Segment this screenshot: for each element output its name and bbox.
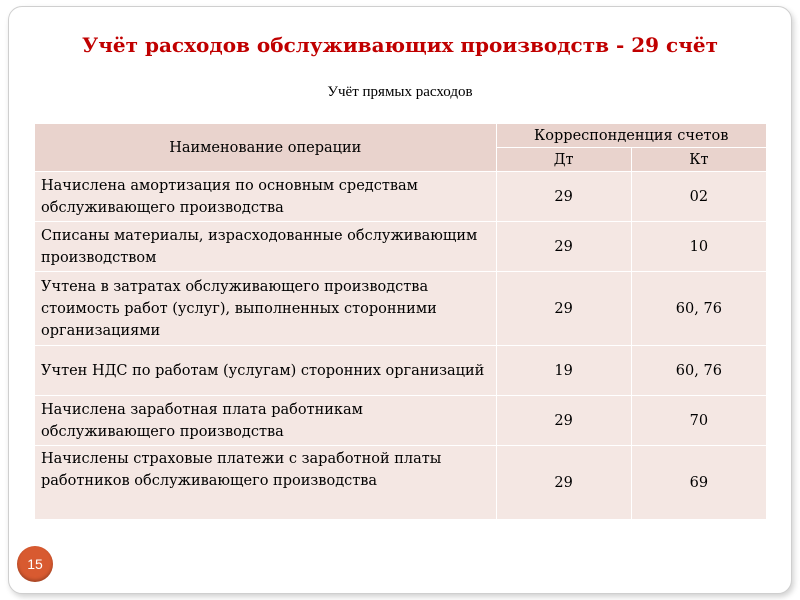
table-row (35, 272, 767, 346)
debit-cell: 29 (496, 446, 631, 520)
header-debit: Дт (496, 148, 631, 172)
table-row (35, 172, 767, 222)
accounting-table (34, 123, 767, 520)
table-row (35, 396, 767, 446)
debit-cell: 19 (496, 346, 631, 396)
header-correspondence: Корреспонденция счетов (496, 124, 767, 148)
debit-cell: 29 (496, 396, 631, 446)
table-row (35, 346, 767, 396)
credit-cell: 69 (631, 446, 766, 520)
page-number-badge: 15 (17, 546, 53, 582)
debit-cell: 29 (496, 222, 631, 272)
operation-cell: Списаны материалы, израсходованные обслуживающим производством (35, 222, 497, 272)
operation-cell: Учтена в затратах обслуживающего производства стоимость работ (услуг), выполненных сторонними организациями (35, 272, 497, 346)
credit-cell: 60, 76 (631, 272, 766, 346)
header-operation: Наименование операции (35, 124, 497, 172)
credit-cell: 60, 76 (631, 346, 766, 396)
header-credit: Кт (631, 148, 766, 172)
table-row (35, 446, 767, 520)
operation-cell: Начислена заработная плата работникам обслуживающего производства (35, 396, 497, 446)
credit-cell: 02 (631, 172, 766, 222)
debit-cell: 29 (496, 172, 631, 222)
credit-cell: 70 (631, 396, 766, 446)
slide-title: Учёт расходов обслуживающих производств - 29 счёт (82, 33, 718, 57)
table-row (35, 222, 767, 272)
debit-cell: 29 (496, 272, 631, 346)
credit-cell: 10 (631, 222, 766, 272)
slide-subtitle: Учёт прямых расходов (327, 84, 473, 100)
operation-cell: Начислены страховые платежи с заработной платы работников обслуживающего производства (35, 446, 497, 520)
operation-cell: Начислена амортизация по основным средствам обслуживающего производства (35, 172, 497, 222)
operation-cell: Учтен НДС по работам (услугам) сторонних организаций (35, 346, 497, 396)
